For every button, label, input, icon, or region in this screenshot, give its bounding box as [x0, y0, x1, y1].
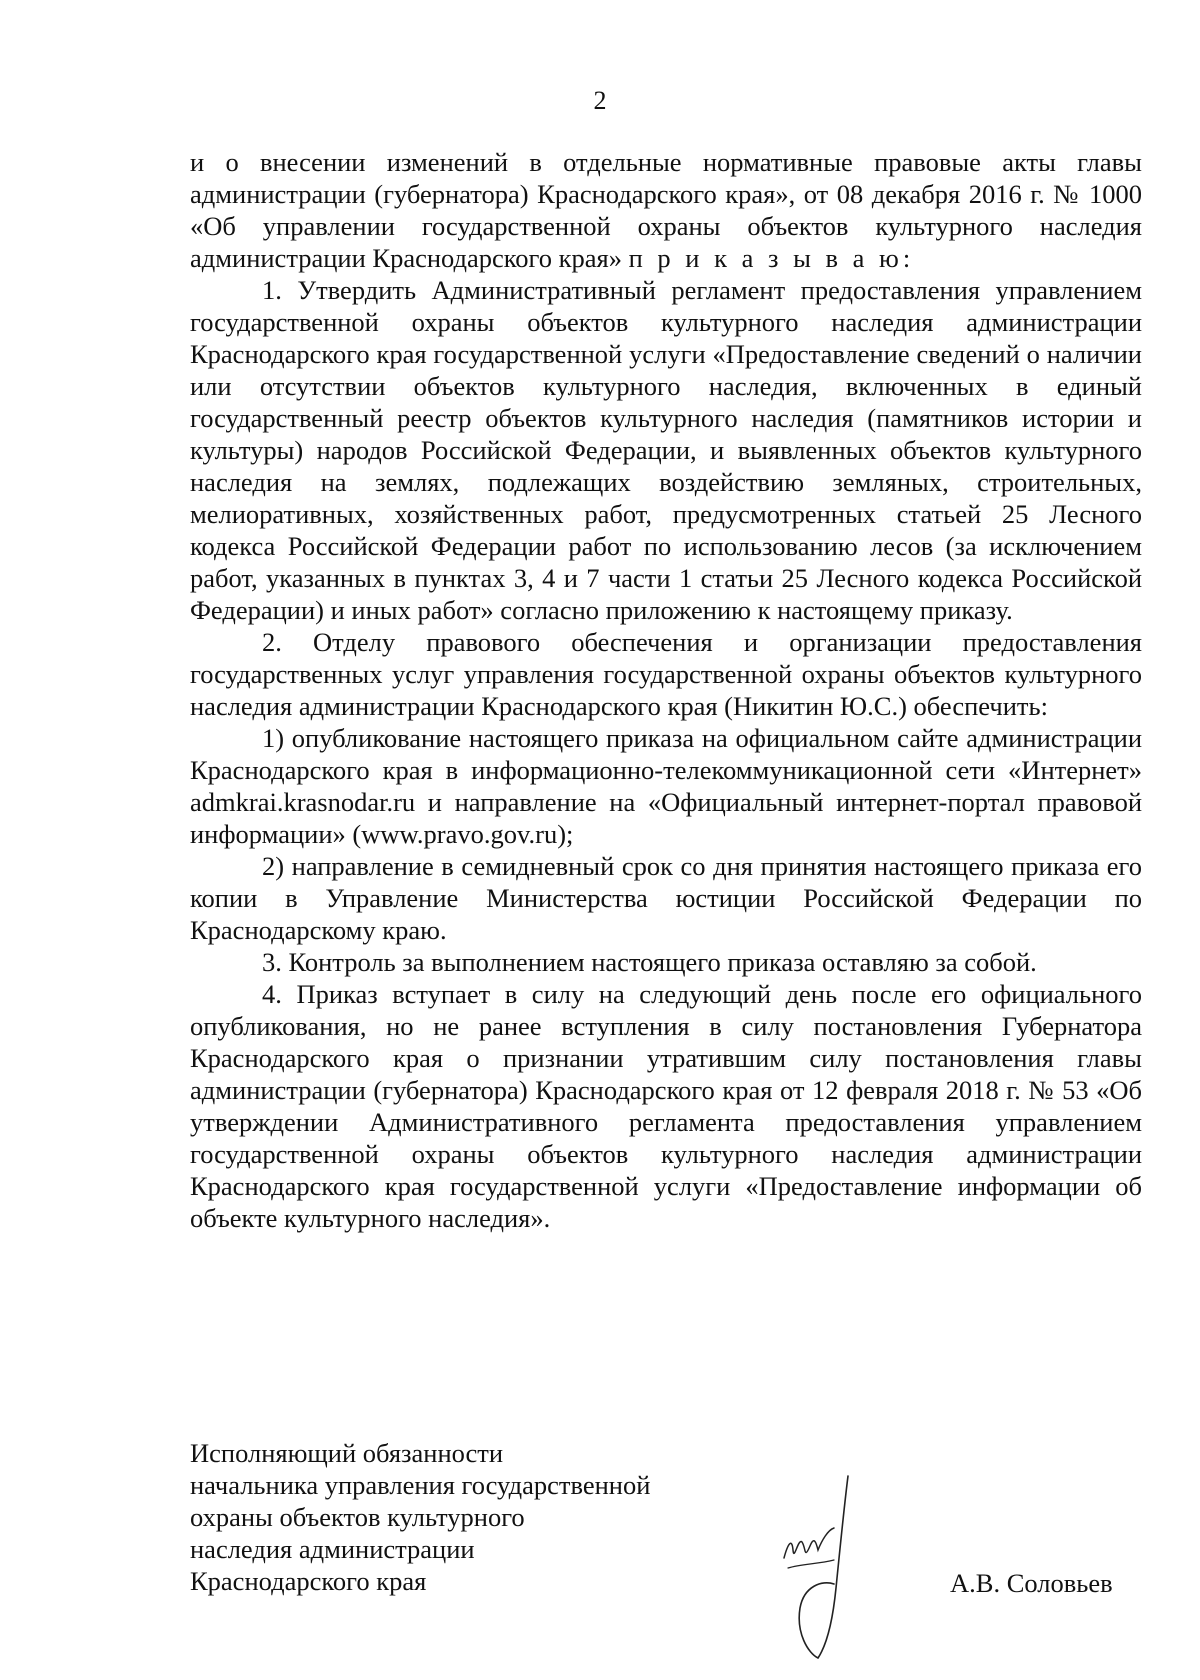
position-line-4: наследия администрации — [190, 1534, 475, 1564]
position-line-3: охраны объектов культурного — [190, 1502, 525, 1532]
position-line-1: Исполняющий обязанности — [190, 1438, 504, 1468]
page-number: 2 — [593, 86, 607, 115]
paragraph-2-1: 1) опубликование настоящего приказа на официальном сайте администрации Краснодарского края в информационно-телекоммуникационной сети «Интернет» admkrai.krasnodar.ru и направление на «Официальный интернет-портал правовой информации» (www.pravo.gov.ru); — [190, 723, 1142, 849]
paragraph-1: 1. Утвердить Административный регламент предоставления управлением государственной охраны объектов культурного наследия администрации Краснодарского края государственной услуги «Предоставление сведений о наличии или отсутствии объектов культурного наследия, включенных в единый государственный реестр объектов культурного наследия (памятников истории и культуры) народов Российской Федерации, и выявленных объектов культурного наследия на землях, подлежащих воздействию земляных, строительных, мелиоративных, хозяйственных работ, предусмотренных статьей 25 Лесного кодекса Российской Федерации работ по использованию лесов (за исключением работ, указанных в пунктах 3, 4 и 7 части 1 статьи 25 Лесного кодекса Российской Федерации) и иных работ» согласно приложению к настоящему приказу. — [190, 275, 1142, 625]
order-word: п р и к а з ы в а ю: — [628, 243, 915, 273]
paragraph-2: 2. Отделу правового обеспечения и организации предоставления государственных услуг управления государственной охраны объектов культурного наследия администрации Краснодарского края (Никитин Ю.С.) обеспечить: — [190, 627, 1142, 721]
position-line-2: начальника управления государственной — [190, 1470, 651, 1500]
intro-text: и о внесении изменений в отдельные нормативные правовые акты главы администрации (губернатора) Краснодарского края», от 08 декабря 2016 г. № 1000 «Об управлении государственной охраны объектов культурного наследия администрации Краснодарского края» — [190, 147, 1142, 273]
paragraph-3: 3. Контроль за выполнением настоящего приказа оставляю за собой. — [262, 947, 1037, 977]
position-line-5: Краснодарского края — [190, 1566, 427, 1596]
handwritten-signature — [778, 1468, 878, 1668]
document-body — [190, 146, 1142, 1234]
paragraph-4: 4. Приказ вступает в силу на следующий день после его официального опубликования, но не ранее вступления в силу постановления Губернатора Краснодарского края о признании утратившим силу постановления главы администрации (губернатора) Краснодарского края от 12 февраля 2018 г. № 53 «Об утверждении Административного регламента предоставления управлением государственной охраны объектов культурного наследия администрации Краснодарского края государственной услуги «Предоставление информации об объекте культурного наследия». — [190, 979, 1142, 1233]
signer-position — [190, 1437, 650, 1597]
signer-name: А.В. Соловьев — [950, 1568, 1113, 1598]
paragraph-intro — [190, 146, 1142, 274]
paragraph-2-2: 2) направление в семидневный срок со дня принятия настоящего приказа его копии в Управление Министерства юстиции Российской Федерации по Краснодарскому краю. — [190, 851, 1142, 945]
